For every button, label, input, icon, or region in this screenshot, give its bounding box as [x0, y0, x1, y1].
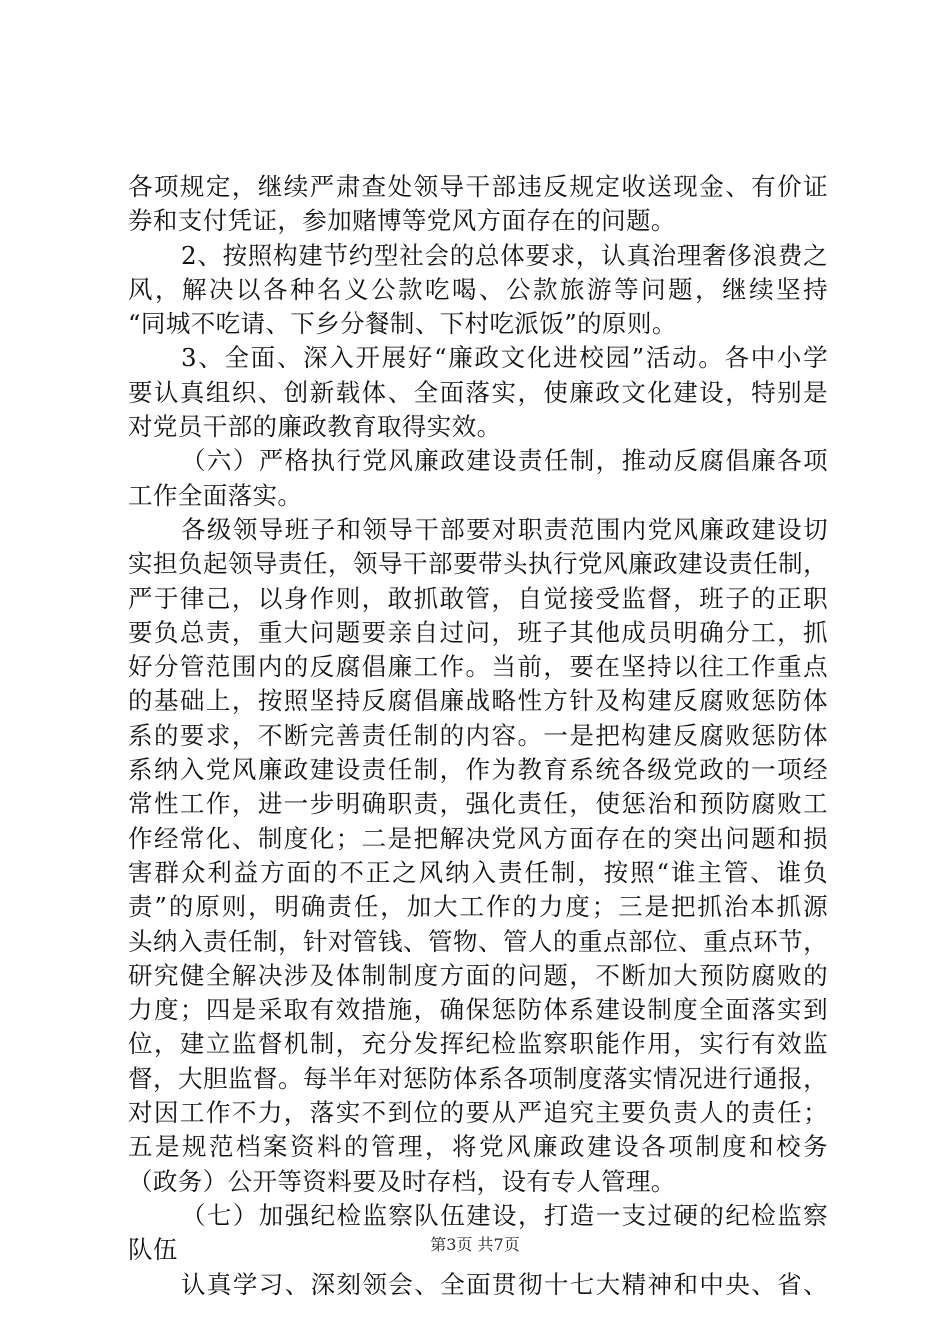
- text-line: 力度；四是采取有效措施，确保惩防体系建设制度全面落实到: [128, 995, 828, 1025]
- text-line: 头纳入责任制，针对管钱、管物、管人的重点部位、重点环节，: [128, 926, 828, 956]
- text-line: “同城不吃请、下乡分餐制、下村吃派饭”的原则。: [128, 309, 677, 339]
- text-line: 对因工作不力，落实不到位的要从严追究主要负责人的责任；: [128, 1098, 828, 1128]
- text-line: 2、按照构建节约型社会的总体要求，认真治理奢侈浪费之: [181, 240, 828, 270]
- text-line: （政务）公开等资料要及时存档，设有专人管理。: [128, 1166, 676, 1196]
- text-line: 害群众利益方面的不正之风纳入责任制，按照“谁主管、谁负: [128, 857, 828, 887]
- text-line: 好分管范围内的反腐倡廉工作。当前，要在坚持以往工作重点: [128, 652, 828, 682]
- text-line: 券和支付凭证，参加赌博等党风方面存在的问题。: [128, 206, 676, 236]
- text-line: 对党员干部的廉政教育取得实效。: [128, 412, 502, 442]
- text-line: 风，解决以各种名义公款吃喝、公款旅游等问题，继续坚持: [128, 274, 828, 304]
- text-line: 研究健全解决涉及体制制度方面的问题，不断加大预防腐败的: [128, 960, 828, 990]
- text-line: （六）严格执行党风廉政建设责任制，推动反腐倡廉各项: [181, 446, 828, 476]
- text-line: 系纳入党风廉政建设责任制，作为教育系统各级党政的一项经: [128, 755, 828, 785]
- text-line: 的基础上，按照坚持反腐倡廉战略性方针及构建反腐败惩防体: [128, 686, 828, 716]
- text-line: 实担负起领导责任，领导干部要带头执行党风廉政建设责任制，: [128, 549, 828, 579]
- text-line: 系的要求，不断完善责任制的内容。一是把构建反腐败惩防体: [128, 720, 828, 750]
- text-line: 各级领导班子和领导干部要对职责范围内党风廉政建设切: [181, 514, 828, 544]
- document-body: [128, 170, 828, 1302]
- text-line: 五是规范档案资料的管理，将党风廉政建设各项制度和校务: [128, 1132, 828, 1162]
- text-line: （七）加强纪检监察队伍建设，打造一支过硬的纪检监察: [181, 1200, 828, 1230]
- text-line: 常性工作，进一步明确职责，强化责任，使惩治和预防腐败工: [128, 789, 828, 819]
- text-line: 要认真组织、创新载体、全面落实，使廉政文化建设，特别是: [128, 377, 828, 407]
- page-footer: 第3页 共7页: [430, 1235, 520, 1254]
- text-line: 各项规定，继续严肃查处领导干部违反规定收送现金、有价证: [128, 172, 828, 201]
- text-line: 责”的原则，明确责任，加大工作的力度；三是把抓治本抓源: [128, 892, 828, 922]
- text-line: 作经常化、制度化；二是把解决党风方面存在的突出问题和损: [128, 823, 828, 853]
- text-line: 工作全面落实。: [128, 480, 303, 510]
- text-line: 督，大胆监督。每半年对惩防体系各项制度落实情况进行通报，: [128, 1063, 828, 1093]
- text-line: 3、全面、深入开展好“廉政文化进校园”活动。各中小学: [181, 343, 828, 373]
- text-line: 要负总责，重大问题要亲自过问，班子其他成员明确分工，抓: [128, 617, 828, 647]
- text-line: 严于律己，以身作则，敢抓敢管，自觉接受监督，班子的正职: [128, 583, 828, 613]
- text-line: 认真学习、深刻领会、全面贯彻十七大精神和中央、省、: [181, 1269, 828, 1299]
- text-line: 队伍: [128, 1235, 178, 1265]
- text-line: 位，建立监督机制，充分发挥纪检监察职能作用，实行有效监: [128, 1029, 828, 1059]
